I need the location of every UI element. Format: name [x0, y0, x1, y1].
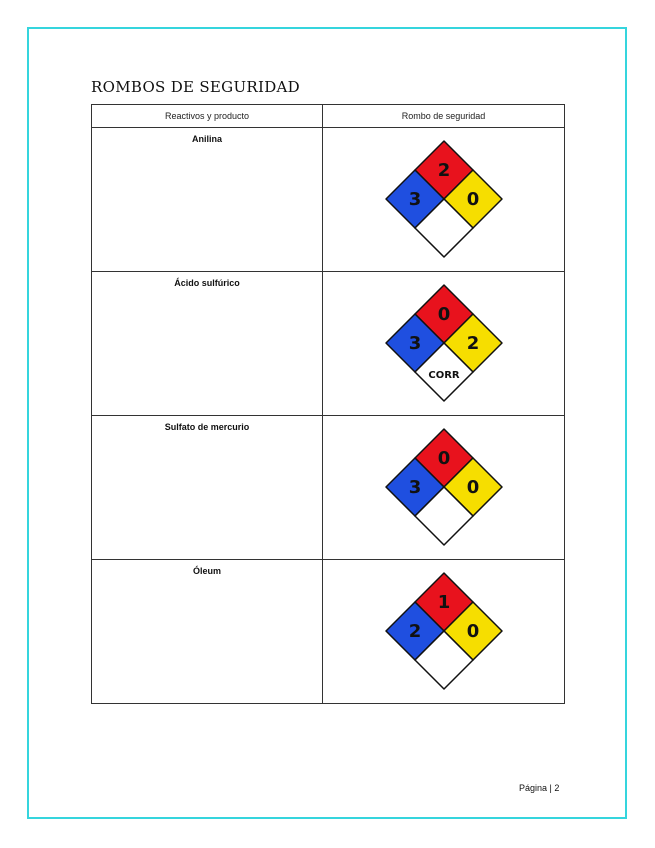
table-row — [92, 272, 565, 416]
reagent-name-cell — [92, 272, 323, 416]
nfpa-diamond — [381, 283, 507, 405]
special-value: CORR — [428, 370, 460, 381]
flammability-value: 2 — [437, 160, 451, 181]
health-value: 3 — [408, 189, 422, 210]
diamond-cell — [323, 272, 565, 416]
reagent-name-cell — [92, 560, 323, 704]
reagent-name-cell — [92, 416, 323, 560]
nfpa-diamond — [381, 427, 507, 549]
flammability-value: 0 — [437, 304, 451, 325]
reactivity-value: 0 — [466, 621, 480, 642]
header-diamond: Rombo de seguridad — [323, 105, 565, 128]
nfpa-diamond — [381, 571, 507, 693]
reactivity-value: 0 — [466, 189, 480, 210]
diamond-cell — [323, 560, 565, 704]
flammability-value: 1 — [437, 592, 451, 613]
reagent-name: Óleum — [192, 566, 221, 576]
table-row — [92, 416, 565, 560]
flammability-value: 0 — [437, 448, 451, 469]
reagent-name: Ácido sulfúrico — [174, 278, 240, 288]
reactivity-value: 2 — [466, 333, 480, 354]
page-title: ROMBOS DE SEGURIDAD — [91, 78, 300, 96]
safety-table — [91, 104, 565, 704]
table-row — [92, 128, 565, 272]
table-header-row — [92, 105, 565, 128]
health-value: 2 — [408, 621, 422, 642]
header-reagents: Reactivos y producto — [92, 105, 323, 128]
reagent-name-cell — [92, 128, 323, 272]
diamond-cell — [323, 416, 565, 560]
page-footer: Página | 2 — [519, 783, 560, 793]
diamond-cell — [323, 128, 565, 272]
table-row — [92, 560, 565, 704]
health-value: 3 — [408, 477, 422, 498]
reactivity-value: 0 — [466, 477, 480, 498]
reagent-name: Anilina — [191, 134, 222, 144]
health-value: 3 — [408, 333, 422, 354]
reagent-name: Sulfato de mercurio — [164, 422, 250, 432]
nfpa-diamond — [381, 139, 507, 261]
